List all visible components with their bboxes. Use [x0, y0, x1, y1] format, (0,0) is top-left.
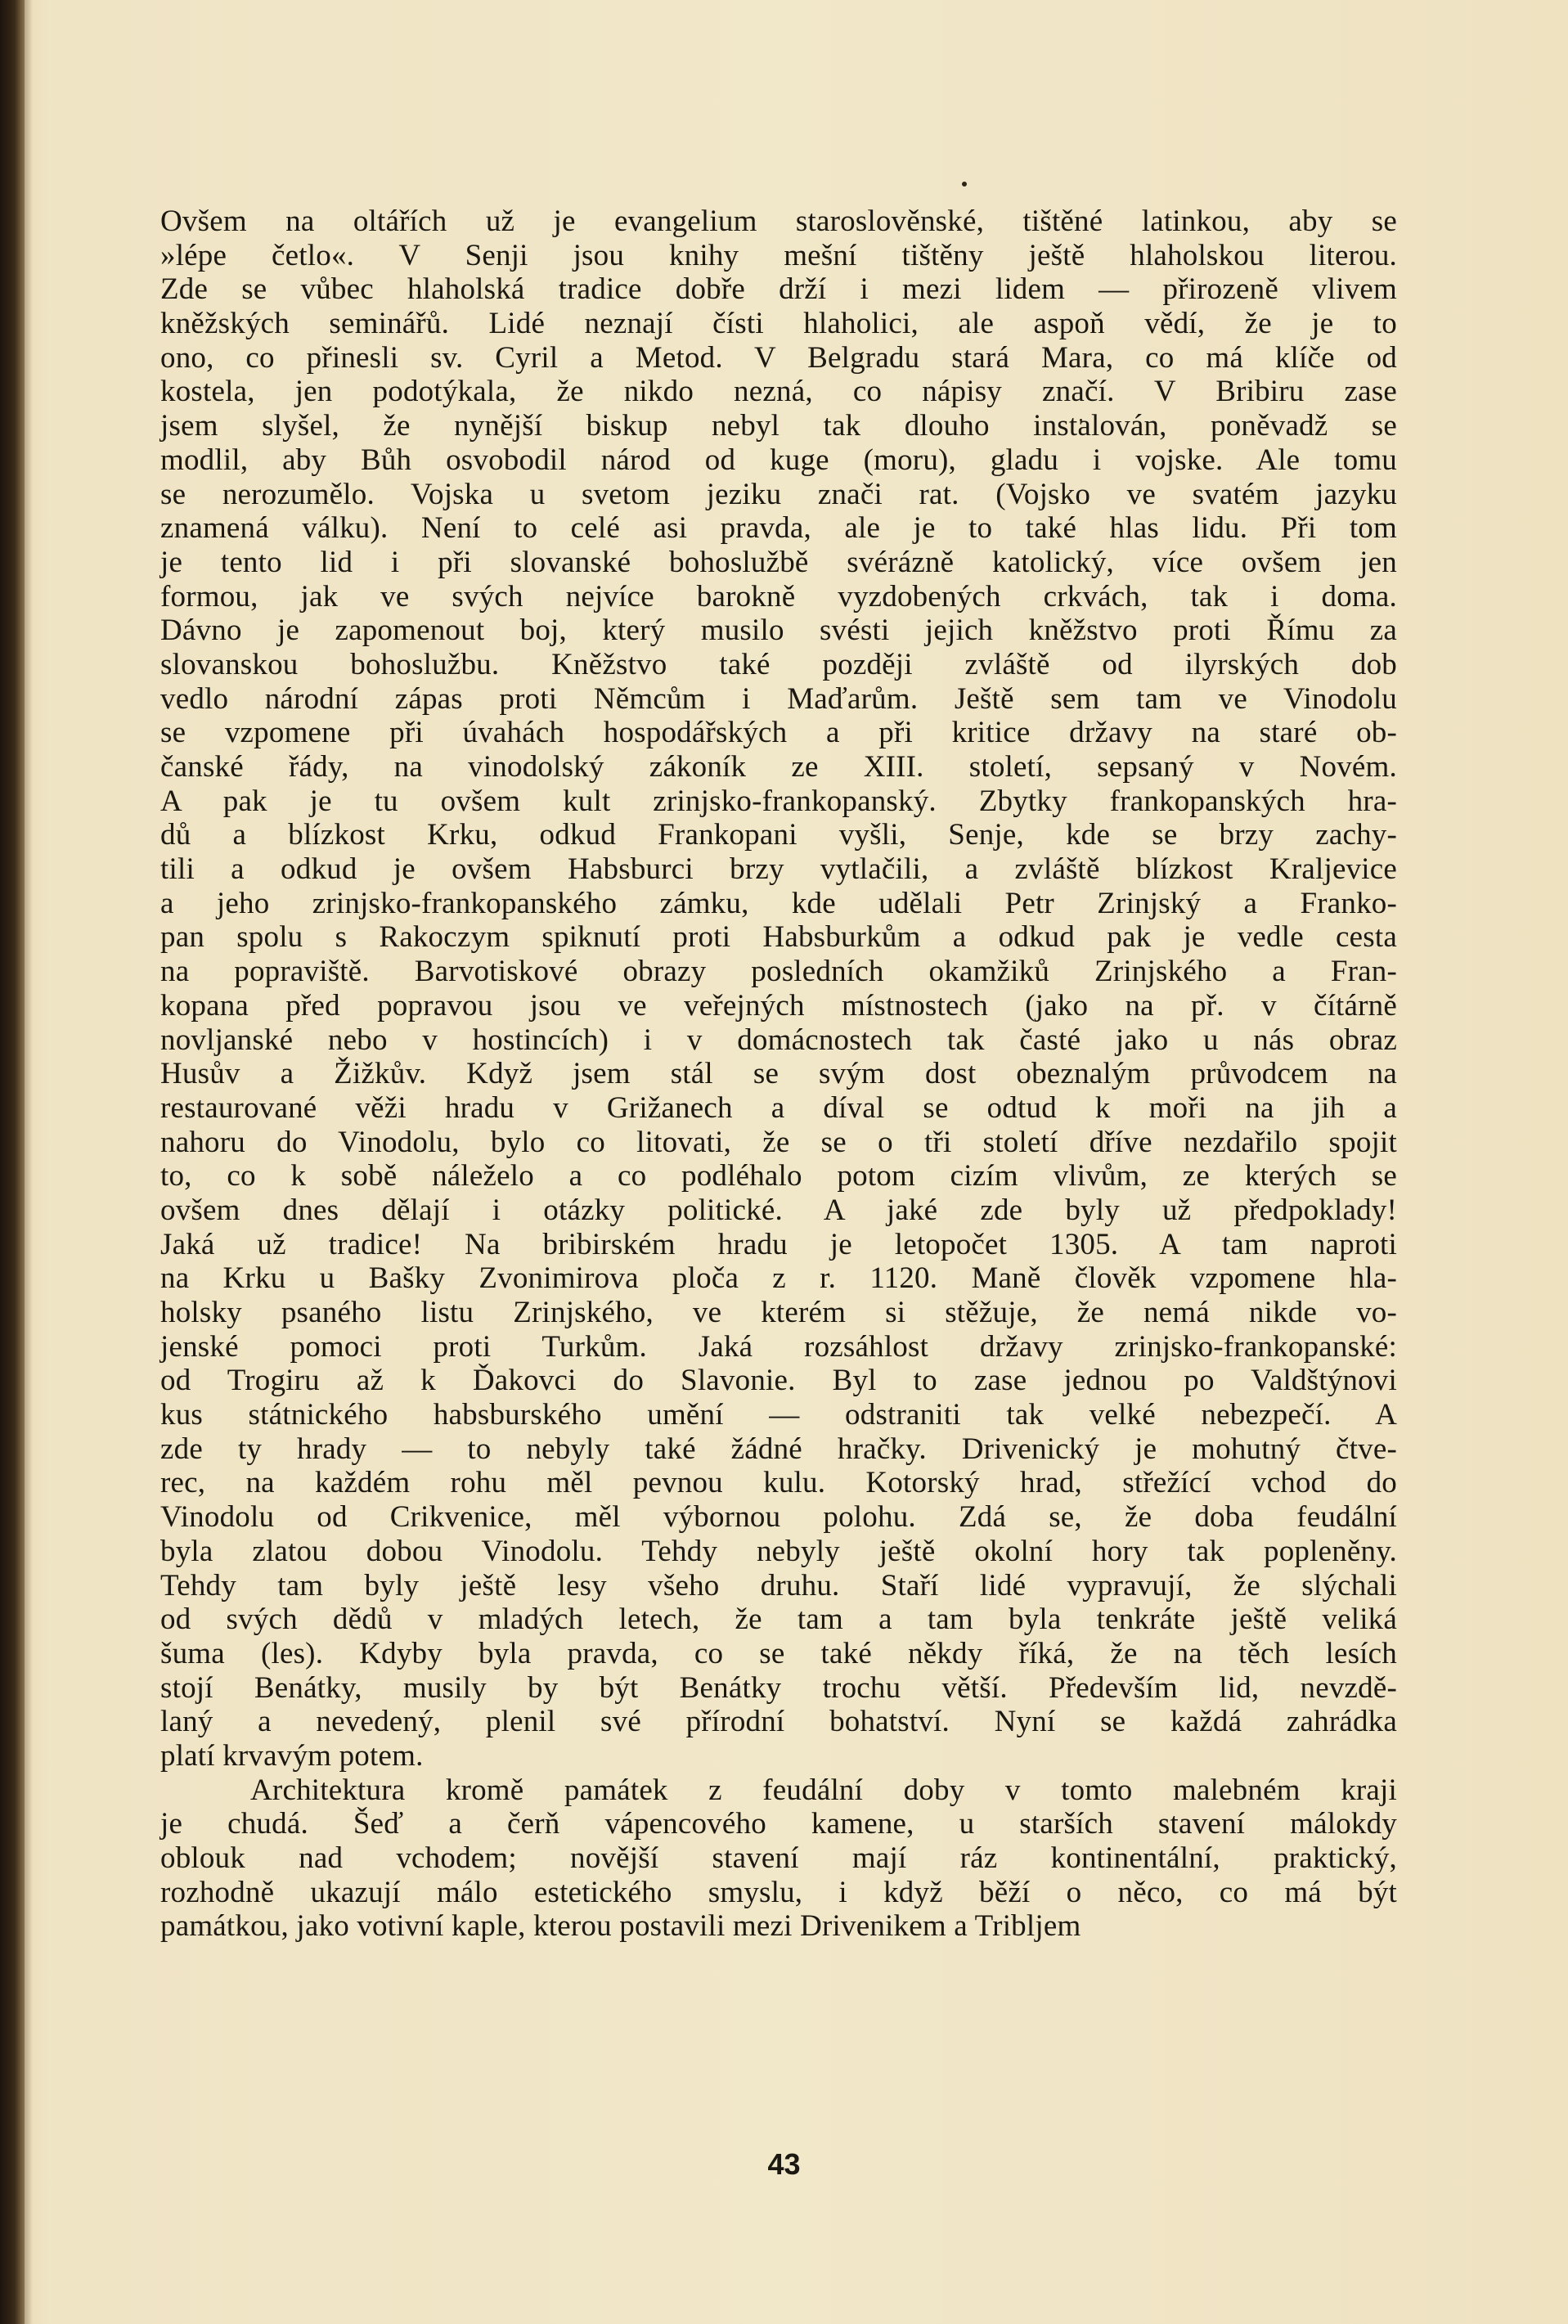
- text-line: tili a odkud je ovšem Habsburci brzy vytlačili, a zvláště blízkost Kraljevice: [160, 852, 1397, 887]
- text-line: rec, na každém rohu měl pevnou kulu. Kotorský hrad, střežící vchod do: [160, 1466, 1397, 1500]
- text-line: vedlo národní zápas proti Němcům i Maďarům. Ještě sem tam ve Vinodolu: [160, 681, 1397, 716]
- text-line: kněžských seminářů. Lidé neznají čísti hlaholici, ale aspoň vědí, že je to: [160, 307, 1397, 341]
- text-line: na popraviště. Barvotiskové obrazy posledních okamžiků Zrinjského a Fran-: [160, 955, 1397, 989]
- text-line: na Krku u Bašky Zvonimirova ploča z r. 1120. Maně člověk vzpomene hla-: [160, 1261, 1397, 1296]
- text-line: se nerozumělo. Vojska u svetom jeziku znači rat. (Vojsko ve svatém jazyku: [160, 477, 1397, 511]
- text-line: šuma (les). Kdyby byla pravda, co se také někdy říká, že na těch lesích: [160, 1636, 1397, 1670]
- text-line: rozhodně ukazují málo estetického smyslu, i když běží o něco, co má být: [160, 1875, 1397, 1909]
- text-line: formou, jak ve svých nejvíce barokně vyzdobených crkvách, tak i doma.: [160, 579, 1397, 614]
- text-line: zde ty hrady — to nebyly také žádné hračky. Drivenický je mohutný čtve-: [160, 1432, 1397, 1466]
- text-line: »lépe četlo«. V Senji jsou knihy mešní tištěny ještě hlaholskou literou.: [160, 238, 1397, 272]
- text-line: jenské pomoci proti Turkům. Jaká rozsáhlost državy zrinjsko-frankopanské:: [160, 1329, 1397, 1364]
- text-line: památkou, jako votivní kaple, kterou postavili mezi Drivenikem a Tribljem: [160, 1909, 1081, 1944]
- text-line: Zde se vůbec hlaholská tradice dobře drží i mezi lidem — přirozeně vlivem: [160, 272, 1397, 307]
- text-line: laný a nevedený, plenil své přírodní bohatství. Nyní se každá zahrádka: [160, 1705, 1397, 1739]
- paragraph: [160, 1773, 1397, 1944]
- text-line: ono, co přinesli sv. Cyril a Metod. V Belgradu stará Mara, co má klíče od: [160, 340, 1397, 375]
- text-line: je tento lid i při slovanské bohoslužbě svérázně katolický, více ovšem jen: [160, 545, 1397, 579]
- text-line: od Trogiru až k Ďakovci do Slavonie. Byl to zase jednou po Valdštýnovi: [160, 1364, 1397, 1398]
- text-line: modlil, aby Bůh osvobodil národ od kuge (moru), gladu i vojske. Ale tomu: [160, 443, 1397, 477]
- text-line: Husův a Žižkův. Když jsem stál se svým dost obeznalým průvodcem na: [160, 1057, 1397, 1091]
- text-line: novljanské nebo v hostincích) i v domácnostech tak časté jako u nás obraz: [160, 1023, 1397, 1057]
- text-line: jsem slyšel, že nynější biskup nebyl tak dlouho instalován, poněvadž se: [160, 409, 1397, 443]
- text-line: kopana před popravou jsou ve veřejných místnostech (jako na př. v čítárně: [160, 988, 1397, 1023]
- text-line: Dávno je zapomenout boj, který musilo svésti jejich kněžstvo proti Římu za: [160, 614, 1397, 648]
- text-line: kus státnického habsburského umění — odstraniti tak velké nebezpečí. A: [160, 1398, 1397, 1432]
- text-line: znamená válku). Není to celé asi pravda, ale je to také hlas lidu. Při tom: [160, 511, 1397, 546]
- text-line: Tehdy tam byly ještě lesy všeho druhu. Staří lidé vypravují, že slýchali: [160, 1568, 1397, 1603]
- text-line: Architektura kromě památek z feudální doby v tomto malebném kraji: [250, 1773, 1397, 1807]
- text-line: to, co k sobě náleželo a co podléhalo potom cizím vlivům, ze kterých se: [160, 1159, 1397, 1193]
- text-line: Vinodolu od Crikvenice, měl výbornou polohu. Zdá se, že doba feudální: [160, 1500, 1397, 1535]
- text-line: nahoru do Vinodolu, bylo co litovati, že se o tři století dříve nezdařilo spojit: [160, 1125, 1397, 1159]
- text-line: dů a blízkost Krku, odkud Frankopani vyšli, Senje, kde se brzy zachy-: [160, 818, 1397, 852]
- paper-speck: [962, 182, 967, 187]
- text-line: stojí Benátky, musily by být Benátky trochu větší. Především lid, nevzdě-: [160, 1670, 1397, 1705]
- text-line: oblouk nad vchodem; novější stavení mají ráz kontinentální, praktický,: [160, 1841, 1397, 1875]
- text-line: se vzpomene při úvahách hospodářských a při kritice državy na staré ob-: [160, 716, 1397, 750]
- text-line: ovšem dnes dělají i otázky politické. A jaké zde byly už předpoklady!: [160, 1193, 1397, 1227]
- text-line: od svých dědů v mladých letech, že tam a tam byla tenkráte ještě veliká: [160, 1603, 1397, 1637]
- text-line: Ovšem na oltářích už je evangelium staroslověnské, tištěné latinkou, aby se: [160, 205, 1397, 238]
- binding-shadow: [25, 0, 33, 2324]
- body-text: [160, 205, 1397, 1944]
- text-line: byla zlatou dobou Vinodolu. Tehdy nebyly ještě okolní hory tak popleněny.: [160, 1534, 1397, 1568]
- book-binding-edge: [0, 0, 25, 2324]
- text-line: Jaká už tradice! Na bribirském hradu je letopočet 1305. A tam naproti: [160, 1227, 1397, 1261]
- text-line: slovanskou bohoslužbu. Kněžstvo také později zvláště od ilyrských dob: [160, 647, 1397, 681]
- paragraph: [160, 205, 1397, 1773]
- text-line: holsky psaného listu Zrinjského, ve kterém si stěžuje, že nemá nikde vo-: [160, 1296, 1397, 1329]
- text-line: je chudá. Šeď a čerň vápencového kamene, u starších stavení málokdy: [160, 1807, 1397, 1841]
- text-line: restaurované věži hradu v Grižanech a díval se odtud k moři na jih a: [160, 1090, 1397, 1125]
- page-number: 43: [767, 2147, 801, 2181]
- text-line: kostela, jen podotýkala, že nikdo nezná, co nápisy značí. V Bribiru zase: [160, 375, 1397, 409]
- text-line: a jeho zrinjsko-frankopanského zámku, kde udělali Petr Zrinjský a Franko-: [160, 886, 1397, 920]
- text-line: platí krvavým potem.: [160, 1738, 424, 1773]
- text-line: pan spolu s Rakoczym spiknutí proti Habsburkům a odkud pak je vedle cesta: [160, 920, 1397, 955]
- text-line: čanské řády, na vinodolský zákoník ze XIII. století, sepsaný v Novém.: [160, 750, 1397, 784]
- text-line: A pak je tu ovšem kult zrinjsko-frankopanský. Zbytky frankopanských hra-: [160, 784, 1397, 818]
